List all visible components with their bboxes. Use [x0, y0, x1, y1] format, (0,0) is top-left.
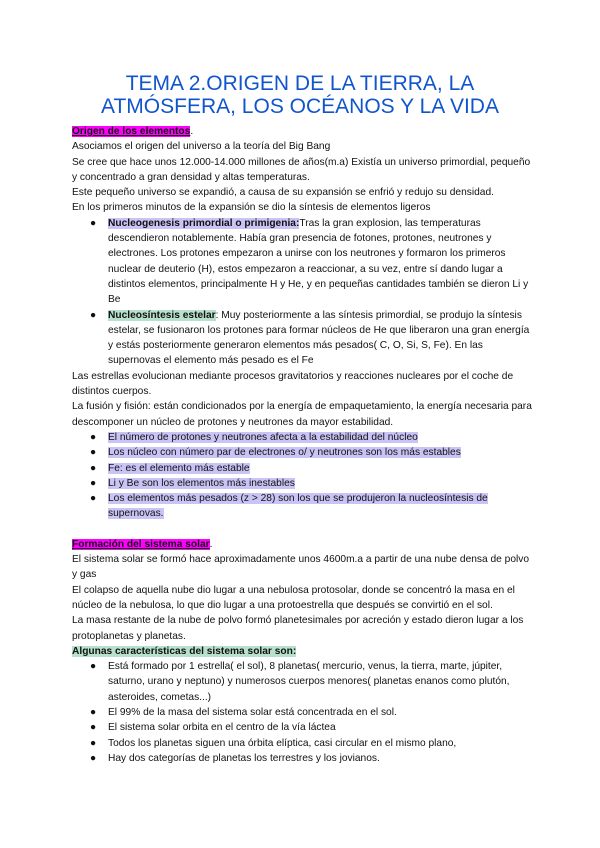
- page-title: TEMA 2.ORIGEN DE LA TIERRA, LA ATMÓSFERA, LOS OCÉANOS Y LA VIDA: [101, 72, 499, 118]
- paragraph: El sistema solar se formó hace aproximadamente unos 4600m.a a partir de una nube densa de polvo y gas: [72, 554, 530, 581]
- paragraph: Asociamos el origen del universo a la teoría del Big Bang: [72, 141, 331, 153]
- bullet-icon: ●: [90, 462, 97, 474]
- subheading: Algunas características del sistema solar son:: [72, 645, 297, 657]
- bullet-list: [72, 430, 534, 522]
- paragraph: La masa restante de la nube de polvo formó planetesimales por acreción y estado dieron lugar a los protoplanetas y planetas.: [72, 615, 524, 642]
- bullet-icon: ●: [90, 447, 97, 459]
- document-body: [72, 124, 534, 766]
- bullet-icon: ●: [90, 661, 97, 673]
- section-heading-origen: Origen de los elementos.: [72, 126, 194, 137]
- paragraph: La fusión y fisión: están condicionados por la energía de empaquetamiento, la energía necesaria para descomponer un núcleo de protones y neutrones da mayor estabilidad.: [72, 401, 532, 428]
- list-item: ● Está formado por 1 estrella( el sol), 8 planetas( mercurio, venus, la tierra, marte, júpiter, saturno, urano y neptuno) y numerosos cuerpos menores( planetas enanos como plutón, asteroides, cometas...): [90, 661, 510, 703]
- list-item: ● Nucleogenesis primordial o primigenia:Tras la gran explosion, las temperaturas descendieron notablemente. Había gran presencia de fotones, protones, neutrones y electrones. Los protones empezaron a unirse con los neutrones y formaron los primeros nuclear de deuterio (H), estos empezaron a reaccionar, a su vez, entre sí dando lugar a distintos elementos, principalmente H y He, y en pequeñas cantidades también se dieron Li y Be: [90, 217, 529, 306]
- heading-text: Formación del sistema solar: [72, 538, 210, 550]
- bullet-icon: ●: [90, 477, 97, 489]
- bullet-icon: ●: [90, 493, 97, 505]
- list-item: ● Nucleosíntesis estelar: Muy posteriormente a las síntesis primordial, se produjo la síntesis estelar, se fusionaron los protones para formar núcleos de He que liberaron una gran energía y estás posteriormente generaron elementos más pesados( C, O, Si, S, Fe). En las supernovas el elemento más pesado es el Fe: [90, 309, 530, 367]
- list-item: ● Fe: es el elemento más estable: [72, 461, 534, 476]
- section-heading-formacion: Formación del sistema solar.: [72, 538, 213, 550]
- list-item: ● El 99% de la masa del sistema solar está concentrada en el sol.: [72, 705, 534, 720]
- bullet-icon: ●: [90, 752, 97, 764]
- list-item: ● Los núcleo con número par de electrones o/ y neutrones son los más estables: [72, 445, 534, 460]
- bullet-list: [72, 659, 534, 766]
- bullet-icon: ●: [90, 309, 97, 321]
- list-item: ● El número de protones y neutrones afecta a la estabilidad del núcleo: [72, 430, 534, 445]
- list-item: ● Los elementos más pesados (z > 28) son los que se produjeron la nucleosíntesis de supernovas.: [90, 493, 488, 520]
- list-item: ● Todos los planetas siguen una órbita elíptica, casi circular en el mismo plano,: [72, 736, 534, 751]
- bullet-icon: ●: [90, 737, 97, 749]
- list-item: ● Hay dos categorías de planetas los terrestres y los jovianos.: [72, 751, 534, 766]
- paragraph: En los primeros minutos de la expansión se dio la síntesis de elementos ligeros: [72, 202, 431, 214]
- bullet-icon: ●: [90, 706, 97, 718]
- bullet-icon: ●: [90, 431, 97, 443]
- paragraph: Este pequeño universo se expandió, a causa de su expansión se enfrió y redujo su densidad.: [72, 187, 494, 199]
- bullet-icon: ●: [90, 722, 97, 734]
- paragraph: Se cree que hace unos 12.000-14.000 millones de años(m.a) Existía un universo primordial, pequeño y concentrado a gran densidad y altas temperaturas.: [72, 156, 531, 183]
- paragraph: Las estrellas evolucionan mediante procesos gravitatorios y reacciones nucleares por el coche de distintos cuerpos.: [72, 370, 514, 398]
- bullet-list: [72, 216, 534, 369]
- heading-text: Origen de los elementos: [72, 126, 191, 137]
- bullet-icon: ●: [90, 217, 97, 229]
- paragraph: El colapso de aquella nube dio lugar a una nebulosa protosolar, donde se concentró la masa en el núcleo de la nebulosa, lo que dio lugar a una protoestrella que después se convirtió en el sol.: [72, 584, 515, 611]
- list-item: ● El sistema solar orbita en el centro de la vía láctea: [72, 720, 534, 735]
- list-item: ● Li y Be son los elementos más inestables: [72, 476, 534, 491]
